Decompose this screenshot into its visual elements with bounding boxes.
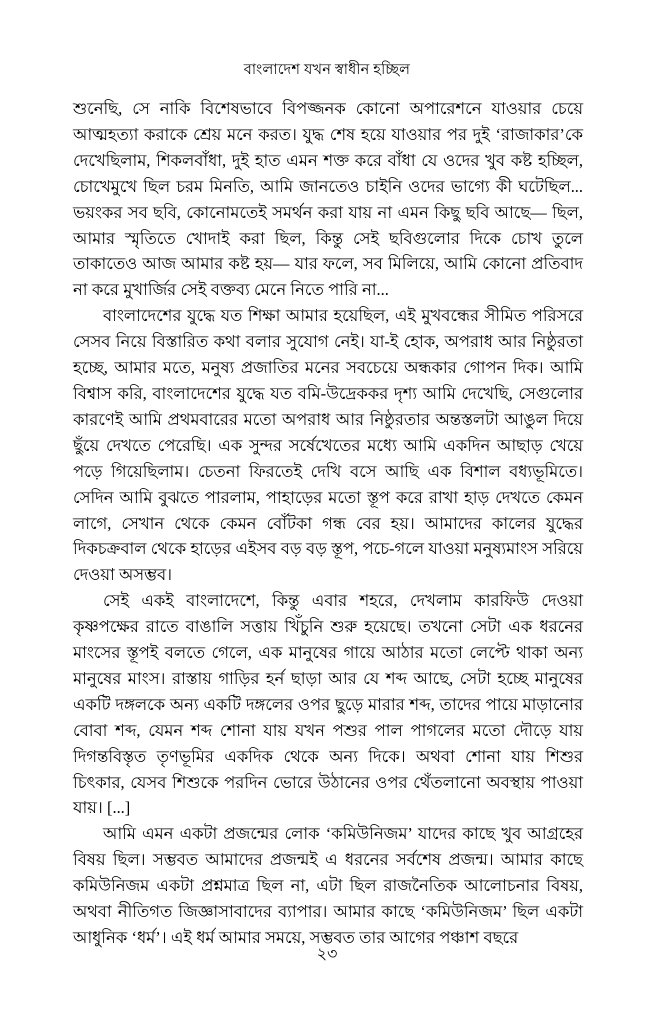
- paragraph: সেই একই বাংলাদেশে, কিন্তু এবার শহরে, দেখলাম কারফিউ দেওয়া কৃষ্ণপক্ষের রাতে বাঙালি সত্তায় খিঁচুনি শুরু হয়েছে। তখনো সেটা এক ধরনের মাংসের স্তূপই বলতে গেলে, এক মানুষের গায়ে আঠার মতো লেপ্টে থাকা অন্য মানুষের মাংস। রাস্তায় গাড়ির হর্ন ছাড়া আর যে শব্দ আছে, সেটা হচ্ছে মানুষের একটি দঙ্গলকে অন্য একটি দঙ্গলের ওপর ছুড়ে মারার শব্দ, তাদের পায়ে মাড়ানোর বোবা শব্দ, যেমন শব্দ শোনা যায় যখন পশুর পাল পাগলের মতো দৌড়ে যায় দিগন্তবিস্তৃত তৃণভূমির একদিক থেকে অন্য দিকে। অথবা শোনা যায় শিশুর চিৎকার, যেসব শিশুকে পরদিন ভোরে উঠানের ওপর থেঁতলানো অবস্থায় পাওয়া যায়। [...]: [73, 591, 583, 818]
- running-head: বাংলাদেশ যখন স্বাধীন হচ্ছিল: [243, 62, 411, 78]
- body-text-block: [73, 96, 583, 951]
- page-number: ২৩: [316, 946, 338, 963]
- paragraph: আমি এমন একটা প্রজন্মের লোক ‘কমিউনিজম’ যাদের কাছে খুব আগ্রহের বিষয় ছিল। সম্ভবত আমাদের প্রজন্মই এ ধরনের সর্বশেষ প্রজন্ম। আমার কাছে কমিউনিজম একটা প্রশ্নমাত্র ছিল না, এটা ছিল রাজনৈতিক আলোচনার বিষয়, অথবা নীতিগত জিজ্ঞাসাবাদের ব্যাপার। আমার কাছে ‘কমিউনিজম’ ছিল একটা আধুনিক ‘ধর্ম’। এই ধর্ম আমার সময়ে, সম্ভবত তার আগের পঞ্চাশ বছরে: [73, 824, 583, 947]
- paragraph: শুনেছি, সে নাকি বিশেষভাবে বিপজ্জনক কোনো অপারেশনে যাওয়ার চেয়ে আত্মহত্যা করাকে শ্রেয় মনে করত। যুদ্ধ শেষ হয়ে যাওয়ার পর দুই ‘রাজাকার’কে দেখেছিলাম, শিকলবাঁধা, দুই হাত এমন শক্ত করে বাঁধা যে ওদের খুব কষ্ট হচ্ছিল, চোখেমুখে ছিল চরম মিনতি, আমি জানতেও চাইনি ওদের ভাগ্যে কী ঘটেছিল... ভয়ংকর সব ছবি, কোনোমতেই সমর্থন করা যায় না এমন কিছু ছবি আছে— ছিল, আমার স্মৃতিতে খোদাই করা ছিল, কিন্তু সেই ছবিগুলোর দিকে চোখ তুলে তাকাতেও আজ আমার কষ্ট হয়— যার ফলে, সব মিলিয়ে, আমি কোনো প্রতিবাদ না করে মুখার্জির সেই বক্তব্য মেনে নিতে পারি না...: [73, 99, 583, 300]
- paragraph: বাংলাদেশের যুদ্ধে যত শিক্ষা আমার হয়েছিল, এই মুখবন্ধের সীমিত পরিসরে সেসব নিয়ে বিস্তারিত কথা বলার সুযোগ নেই। যা-ই হোক, অপরাধ আর নিষ্ঠুরতা হচ্ছে, আমার মতে, মনুষ্য প্রজাতির মনের সবচেয়ে অন্ধকার গোপন দিক। আমি বিশ্বাস করি, বাংলাদেশের যুদ্ধে যত বমি-উদ্রেককর দৃশ্য আমি দেখেছি, সেগুলোর কারণেই আমি প্রথমবারের মতো অপরাধ আর নিষ্ঠুরতার অন্তস্তলটা আঙুল দিয়ে ছুঁয়ে দেখতে পেরেছি। এক সুন্দর সর্ষেখেতের মধ্যে আমি একদিন আছাড় খেয়ে পড়ে গিয়েছিলাম। চেতনা ফিরতেই দেখি বসে আছি এক বিশাল বধ্যভূমিতে। সেদিন আমি বুঝতে পারলাম, পাহাড়ের মতো স্তূপ করে রাখা হাড় দেখতে কেমন লাগে, সেখান থেকে কেমন বোঁটকা গন্ধ বের হয়। আমাদের কালের যুদ্ধের দিকচক্রবাল থেকে হাড়ের এইসব বড় বড় স্তূপ, পচে-গলে যাওয়া মনুষ্যমাংস সরিয়ে দেওয়া অসম্ভব।: [73, 306, 583, 585]
